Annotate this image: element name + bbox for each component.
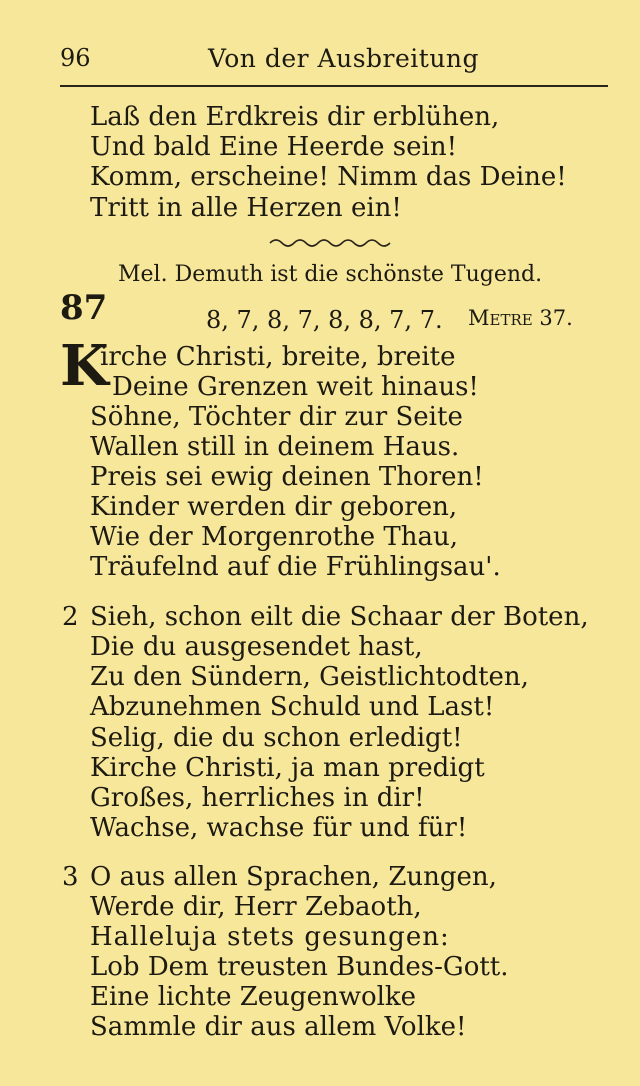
verse2-line: Kirche Christi, ja man predigt: [90, 753, 485, 783]
verse2-line: Zu den Sündern, Geistlichtodten,: [90, 662, 529, 692]
verse1-line: Wallen still in deinem Haus.: [90, 432, 460, 462]
verse1-line: Kinder werden dir geboren,: [90, 492, 458, 522]
previous-verse-line: Und bald Eine Heerde sein!: [90, 132, 458, 162]
verse2-line: Die du ausgesendet hast,: [90, 632, 423, 662]
verse3-line: Lob Dem treusten Bundes-Gott.: [90, 952, 509, 982]
verse1-line: Söhne, Töchter dir zur Seite: [90, 402, 463, 432]
previous-verse-line: Komm, erscheine! Nimm das Deine!: [90, 162, 567, 192]
previous-verse-line: Tritt in alle Herzen ein!: [90, 193, 402, 223]
drop-capital: K: [60, 333, 109, 399]
verse1-line: Träufelnd auf die Frühlingsau'.: [90, 552, 501, 582]
melody-line: Mel. Demuth ist die schönste Tugend.: [118, 262, 543, 287]
verse3-line: Sammle dir aus allem Volke!: [90, 1012, 467, 1042]
verse1-line: Wie der Morgenrothe Thau,: [90, 522, 458, 552]
wavy-ornament-divider: [268, 236, 392, 250]
page-number: 96: [60, 44, 91, 72]
hymn-number: 87: [60, 288, 108, 328]
previous-verse-line: Laß den Erdkreis dir erblühen,: [90, 102, 500, 132]
verse-number: 3: [62, 862, 79, 892]
verse2-line: Großes, herrliches in dir!: [90, 783, 425, 813]
running-title: Von der Ausbreitung: [208, 44, 480, 73]
verse2-line: Selig, die du schon erledigt!: [90, 723, 463, 753]
verse1-line: Deine Grenzen weit hinaus!: [112, 372, 479, 402]
verse3-line: Eine lichte Zeugenwolke: [90, 982, 417, 1012]
header-rule: [60, 85, 608, 87]
verse3-line: O aus allen Sprachen, Zungen,: [90, 862, 497, 892]
metre-pattern: 8, 7, 8, 7, 8, 8, 7, 7.: [206, 306, 443, 334]
verse1-line: Preis sei ewig deinen Thoren!: [90, 462, 484, 492]
verse2-line: Wachse, wachse für und für!: [90, 813, 468, 843]
verse3-line: Halleluja stets gesungen:: [90, 922, 450, 952]
verse2-line: Abzunehmen Schuld und Last!: [90, 692, 495, 722]
metre-label: Metre 37.: [468, 306, 573, 330]
verse-number: 2: [62, 602, 79, 632]
verse1-line: irche Christi, breite, breite: [100, 342, 456, 372]
verse3-line: Werde dir, Herr Zebaoth,: [90, 892, 422, 922]
verse2-line: Sieh, schon eilt die Schaar der Boten,: [90, 602, 589, 632]
